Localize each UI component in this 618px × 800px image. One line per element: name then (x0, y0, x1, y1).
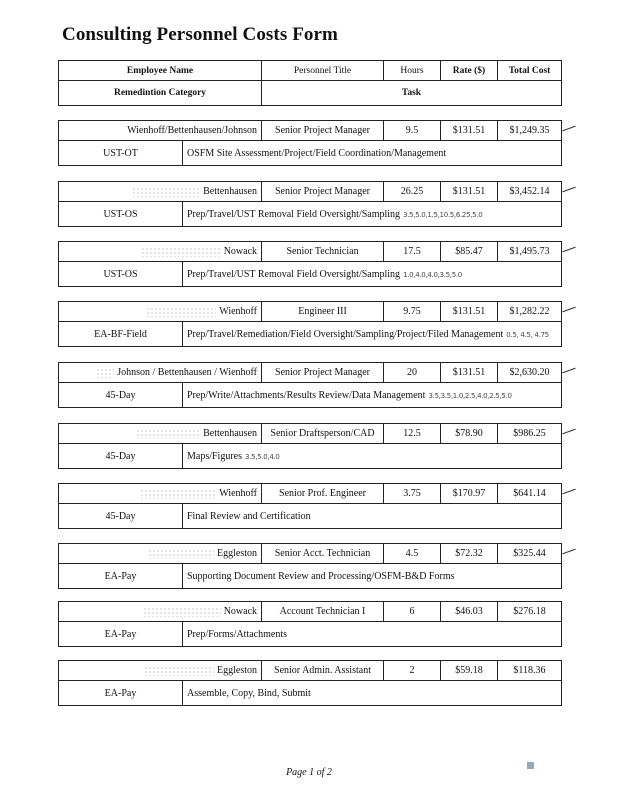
rate-value: $78.90 (441, 424, 498, 444)
check-tick-icon (562, 368, 575, 374)
personnel-title: Account Technician I (262, 602, 384, 622)
personnel-title: Senior Project Manager (262, 121, 384, 141)
employee-name: Johnson / Bettenhausen / Wienhoff (117, 367, 258, 378)
employee-name: Bettenhausen (203, 428, 257, 439)
task-cell (183, 262, 562, 287)
rate-value: $46.03 (441, 602, 498, 622)
rate-value: $131.51 (441, 302, 498, 322)
header-rate: Rate ($) (441, 61, 498, 81)
employee-name: Eggleston (217, 548, 257, 559)
entry-table (58, 601, 562, 647)
employee-name: Wienhoff (219, 488, 258, 499)
total-cost-value: $1,282.22 (498, 302, 562, 322)
handwritten-note: 0.5, 4.5, 4.75 (506, 330, 549, 339)
redaction-mark (148, 549, 214, 559)
task-cell (183, 564, 562, 589)
employee-name-cell (59, 484, 262, 504)
total-cost-value: $3,452.14 (498, 182, 562, 202)
task-cell (183, 681, 562, 706)
personnel-title: Senior Prof. Engineer (262, 484, 384, 504)
task-cell (183, 383, 562, 408)
total-cost-value: $986.25 (498, 424, 562, 444)
employee-name-cell (59, 121, 262, 141)
task-description: Prep/Travel/UST Removal Field Oversight/Sampling (187, 208, 401, 220)
personnel-title: Senior Project Manager (262, 182, 384, 202)
check-tick-icon (562, 307, 575, 313)
redaction-mark (144, 666, 214, 676)
handwritten-note: 3.5,5.0,1.5,10.5,6.25,5.0 (403, 210, 483, 219)
redaction-mark (96, 368, 114, 378)
entry-table (58, 660, 562, 706)
remediation-category: EA-Pay (59, 622, 183, 647)
remediation-category: UST-OT (59, 141, 183, 166)
personnel-title: Senior Admin. Assistant (262, 661, 384, 681)
employee-name-cell (59, 661, 262, 681)
header-personnel-title: Personnel Title (262, 61, 384, 81)
header-remediation-category: Remedintion Category (59, 81, 262, 106)
hours-value: 26.25 (384, 182, 441, 202)
employee-name-cell (59, 424, 262, 444)
remediation-category: 45-Day (59, 444, 183, 469)
task-description: OSFM Site Assessment/Project/Field Coordination/Management (187, 147, 447, 159)
personnel-title: Senior Project Manager (262, 363, 384, 383)
redaction-mark (136, 429, 200, 439)
redaction-mark (146, 307, 216, 317)
hours-value: 3.75 (384, 484, 441, 504)
stamp-mark (527, 762, 534, 769)
redaction-mark (140, 489, 216, 499)
redaction-mark (141, 247, 221, 257)
header-task: Task (262, 81, 562, 106)
entry-table (58, 362, 562, 408)
redaction-mark (132, 187, 200, 197)
hours-value: 12.5 (384, 424, 441, 444)
task-cell (183, 504, 562, 529)
entry-table (58, 543, 562, 589)
rate-value: $131.51 (441, 121, 498, 141)
rate-value: $72.32 (441, 544, 498, 564)
task-cell (183, 202, 562, 227)
total-cost-value: $325.44 (498, 544, 562, 564)
employee-name: Nowack (223, 606, 258, 617)
task-description: Prep/Forms/Attachments (187, 628, 287, 640)
total-cost-value: $2,630.20 (498, 363, 562, 383)
check-tick-icon (562, 247, 575, 253)
employee-name: Wienhoff/Bettenhausen/Johnson (127, 125, 258, 136)
task-cell (183, 444, 562, 469)
total-cost-value: $1,495.73 (498, 242, 562, 262)
remediation-category: UST-OS (59, 202, 183, 227)
task-description: Supporting Document Review and Processing/OSFM-B&D Forms (187, 570, 455, 582)
total-cost-value: $118.36 (498, 661, 562, 681)
header-total-cost: Total Cost (498, 61, 562, 81)
task-cell (183, 322, 562, 347)
rate-value: $59.18 (441, 661, 498, 681)
remediation-category: EA-Pay (59, 681, 183, 706)
employee-name-cell (59, 242, 262, 262)
personnel-title: Senior Technician (262, 242, 384, 262)
header-table (58, 60, 562, 106)
employee-name: Bettenhausen (203, 186, 257, 197)
task-description: Maps/Figures (187, 450, 242, 462)
task-description: Prep/Travel/UST Removal Field Oversight/Sampling (187, 268, 401, 280)
employee-name-cell (59, 182, 262, 202)
task-description: Final Review and Certification (187, 510, 311, 522)
header-hours: Hours (384, 61, 441, 81)
entry-table (58, 483, 562, 529)
entry-table (58, 181, 562, 227)
remediation-category: 45-Day (59, 504, 183, 529)
hours-value: 6 (384, 602, 441, 622)
employee-name-cell (59, 602, 262, 622)
task-cell (183, 622, 562, 647)
rate-value: $131.51 (441, 182, 498, 202)
personnel-title: Senior Draftsperson/CAD (262, 424, 384, 444)
task-cell (183, 141, 562, 166)
page-footer: Page 1 of 2 (286, 767, 332, 778)
check-tick-icon (562, 489, 575, 495)
entry-table (58, 120, 562, 166)
remediation-category: EA-BF-Field (59, 322, 183, 347)
personnel-title: Engineer III (262, 302, 384, 322)
check-tick-icon (562, 187, 575, 193)
hours-value: 20 (384, 363, 441, 383)
check-tick-icon (562, 429, 575, 435)
form-title: Consulting Personnel Costs Form (62, 24, 338, 45)
employee-name: Wienhoff (219, 306, 258, 317)
rate-value: $170.97 (441, 484, 498, 504)
handwritten-note: 3.5,5.0,4.0 (245, 452, 280, 461)
check-tick-icon (562, 126, 575, 132)
handwritten-note: 3.5,3.5,1.0,2.5,4.0,2.5,5.0 (428, 391, 512, 400)
hours-value: 9.75 (384, 302, 441, 322)
employee-name: Eggleston (217, 665, 257, 676)
total-cost-value: $1,249.35 (498, 121, 562, 141)
hours-value: 2 (384, 661, 441, 681)
entry-table (58, 241, 562, 287)
rate-value: $131.51 (441, 363, 498, 383)
remediation-category: 45-Day (59, 383, 183, 408)
employee-name-cell (59, 544, 262, 564)
remediation-category: EA-Pay (59, 564, 183, 589)
total-cost-value: $276.18 (498, 602, 562, 622)
employee-name-cell (59, 363, 262, 383)
handwritten-note: 1.0,4.0,4.0,3.5,5.0 (403, 270, 462, 279)
rate-value: $85.47 (441, 242, 498, 262)
personnel-title: Senior Acct. Technician (262, 544, 384, 564)
redaction-mark (143, 607, 221, 617)
remediation-category: UST-OS (59, 262, 183, 287)
employee-name: Nowack (223, 246, 258, 257)
hours-value: 9.5 (384, 121, 441, 141)
task-description: Assemble, Copy, Bind, Submit (187, 687, 311, 699)
hours-value: 17.5 (384, 242, 441, 262)
entry-table (58, 301, 562, 347)
header-employee-name: Employee Name (59, 61, 262, 81)
employee-name-cell (59, 302, 262, 322)
entry-table (58, 423, 562, 469)
check-tick-icon (562, 549, 575, 555)
task-description: Prep/Travel/Remediation/Field Oversight/Sampling/Project/Filed Management (187, 328, 504, 340)
hours-value: 4.5 (384, 544, 441, 564)
total-cost-value: $641.14 (498, 484, 562, 504)
task-description: Prep/Write/Attachments/Results Review/Data Management (187, 389, 426, 401)
